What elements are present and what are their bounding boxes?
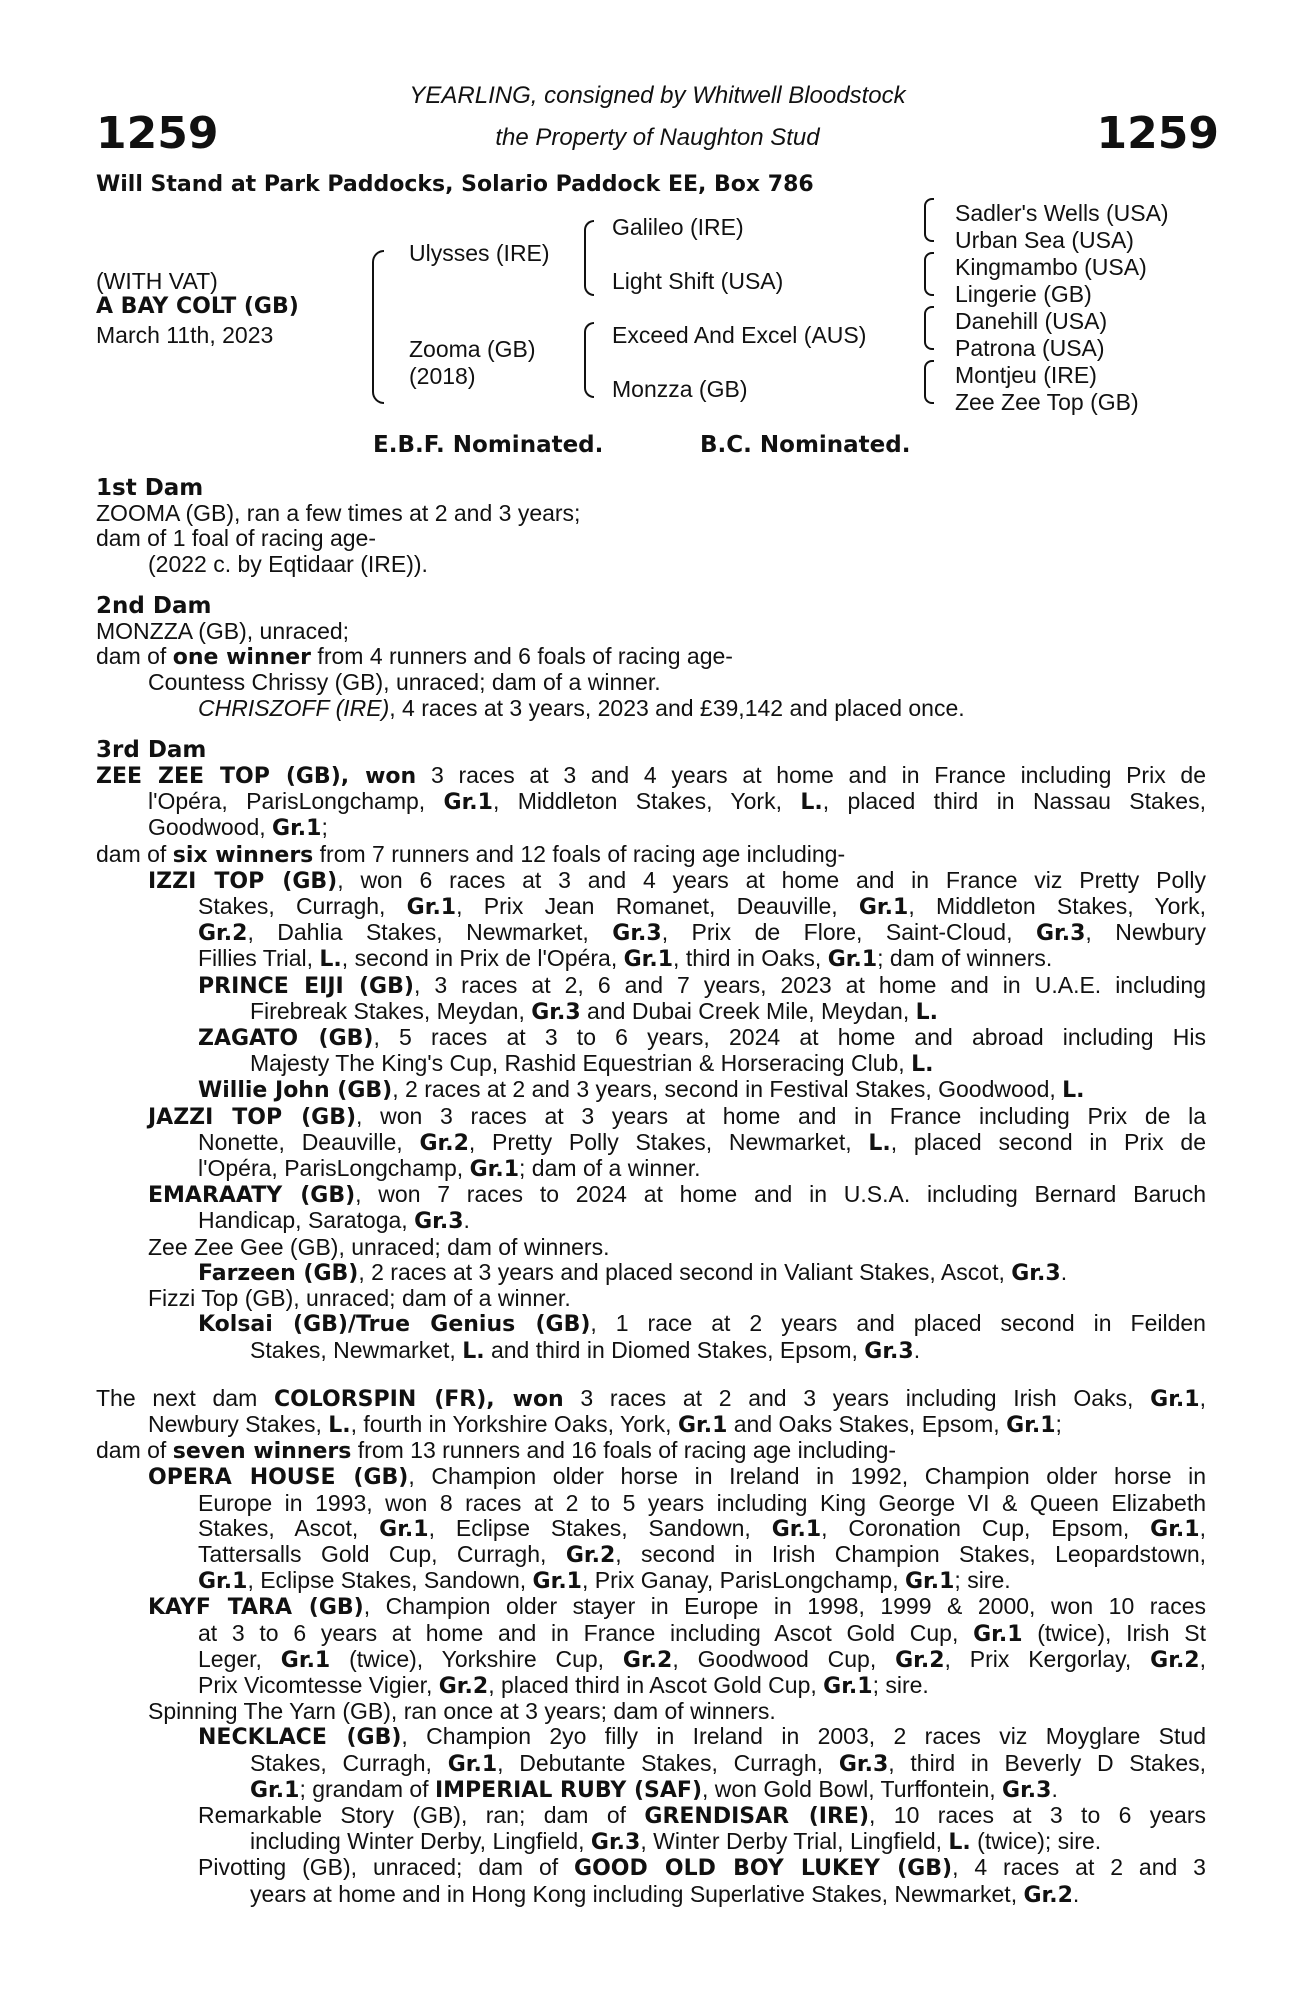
- pedigree-brace-g4: [924, 360, 934, 404]
- produce-izzi-top: Fillies Trial, L., second in Prix de l'Opéra, Gr.1, third in Oaks, Gr.1; dam of winners.: [198, 945, 1053, 973]
- produce-necklace: NECKLACE (GB), Champion 2yo filly in Ireland in 2003, 2 races viz Moyglare Stud: [198, 1723, 1206, 1751]
- first-dam-section: [96, 476, 1206, 577]
- produce-jazzi-top: JAZZI TOP (GB), won 3 races at 3 years at home and in France including Prix de la: [148, 1102, 1207, 1130]
- sire-sire: Galileo (IRE): [612, 214, 744, 240]
- second-dam-produce: CHRISZOFF (IRE), 4 races at 3 years, 2023 and £39,142 and placed once.: [198, 694, 965, 721]
- produce-farzeen: Farzeen (GB), 2 races at 3 years and placed second in Valiant Stakes, Ascot, Gr.3.: [198, 1258, 1068, 1286]
- produce-kolsai: Stakes, Newmarket, L. and third in Diomed Stakes, Epsom, Gr.3.: [250, 1336, 921, 1364]
- stand-location: Will Stand at Park Paddocks, Solario Paddock EE, Box 786: [96, 172, 814, 197]
- produce-kayf-tara: Prix Vicomtesse Vigier, Gr.2, placed third in Ascot Gold Cup, Gr.1; sire.: [198, 1671, 929, 1699]
- third-dam-heading: 3rd Dam: [96, 736, 207, 763]
- first-dam-line: ZOOMA (GB), ran a few times at 2 and 3 years;: [96, 500, 581, 527]
- produce-spinning-the-yarn: Spinning The Yarn (GB), ran once at 3 years; dam of winners.: [148, 1698, 776, 1725]
- produce-zee-zee-gee: Zee Zee Gee (GB), unraced; dam of winners.: [148, 1233, 610, 1260]
- produce-prince-eiji: PRINCE EIJI (GB), 3 races at 2, 6 and 7 years, 2023 at home and in U.A.E. including: [198, 971, 1206, 999]
- produce-kayf-tara: KAYF TARA (GB), Champion older stayer in Europe in 1998, 1999 & 2000, won 10 races: [148, 1593, 1206, 1621]
- g-lingerie: Lingerie (GB): [955, 281, 1092, 307]
- first-dam-produce: (2022 c. by Eqtidaar (IRE)).: [148, 550, 428, 577]
- bc-nomination: B.C. Nominated.: [700, 432, 911, 458]
- dam: Zooma (GB): [409, 336, 536, 362]
- pedigree-brace-g1: [924, 198, 934, 242]
- produce-opera-house: Gr.1, Eclipse Stakes, Sandown, Gr.1, Prix Ganay, ParisLongchamp, Gr.1; sire.: [198, 1567, 1011, 1595]
- catalogue-body: [96, 476, 1206, 1925]
- produce-pivotting: years at home and in Hong Kong including Superlative Stakes, Newmarket, Gr.2.: [250, 1880, 1080, 1908]
- produce-izzi-top: IZZI TOP (GB), won 6 races at 3 and 4 years at home and in France viz Pretty Polly: [148, 866, 1206, 894]
- third-dam-record: ZEE ZEE TOP (GB), won 3 races at 3 and 4 years at home and in France including Prix de: [96, 762, 1206, 790]
- next-dam-record: The next dam COLORSPIN (FR), won 3 races at 2 and 3 years including Irish Oaks, Gr.1,: [96, 1384, 1206, 1412]
- pedigree-brace-g2: [924, 252, 934, 296]
- third-dam-section: [96, 738, 1206, 1364]
- g-montjeu: Montjeu (IRE): [955, 362, 1097, 388]
- produce-opera-house: OPERA HOUSE (GB), Champion older horse in Ireland in 1992, Champion older horse in: [148, 1463, 1206, 1491]
- second-dam-heading: 2nd Dam: [96, 592, 212, 619]
- produce-necklace: Gr.1; grandam of IMPERIAL RUBY (SAF), won Gold Bowl, Turffontein, Gr.3.: [250, 1775, 1058, 1803]
- second-dam-produce: Countess Chrissy (GB), unraced; dam of a winner.: [148, 669, 661, 696]
- produce-fizzi-top: Fizzi Top (GB), unraced; dam of a winner.: [148, 1285, 571, 1312]
- g-zee-zee-top: Zee Zee Top (GB): [955, 389, 1139, 415]
- ebf-nomination: E.B.F. Nominated.: [373, 432, 604, 458]
- produce-opera-house: Stakes, Ascot, Gr.1, Eclipse Stakes, Sandown, Gr.1, Coronation Cup, Epsom, Gr.1,: [198, 1514, 1206, 1542]
- next-dam-record: Newbury Stakes, L., fourth in Yorkshire Oaks, York, Gr.1 and Oaks Stakes, Epsom, Gr.1;: [148, 1410, 1062, 1438]
- produce-zagato: Majesty The King's Cup, Rashid Equestrian & Horseracing Club, L.: [250, 1050, 934, 1078]
- produce-pivotting: Pivotting (GB), unraced; dam of GOOD OLD BOY LUKEY (GB), 4 races at 2 and 3: [198, 1854, 1206, 1882]
- dam-dam: Monzza (GB): [612, 376, 748, 402]
- sire-dam: Light Shift (USA): [612, 268, 784, 294]
- produce-emaraaty: EMARAATY (GB), won 7 races to 2024 at home and in U.S.A. including Bernard Baruch: [148, 1181, 1206, 1209]
- dam-year: (2018): [409, 363, 476, 389]
- produce-kayf-tara: Leger, Gr.1 (twice), Yorkshire Cup, Gr.2, Goodwood Cup, Gr.2, Prix Kergorlay, Gr.2,: [198, 1645, 1206, 1673]
- property-line: the Property of Naughton Stud: [495, 124, 820, 151]
- produce-kolsai: Kolsai (GB)/True Genius (GB), 1 race at 2 years and placed second in Feilden: [198, 1310, 1206, 1338]
- produce-opera-house: Europe in 1993, won 8 races at 2 to 5 years including King George VI & Queen Elizabeth: [198, 1489, 1206, 1516]
- next-dam-section: [96, 1386, 1206, 1908]
- g-kingmambo: Kingmambo (USA): [955, 254, 1147, 280]
- produce-kayf-tara: at 3 to 6 years at home and in France including Ascot Gold Cup, Gr.1 (twice), Irish St: [198, 1619, 1206, 1647]
- next-dam-produce-intro: dam of seven winners from 13 runners and 16 foals of racing age including-: [96, 1437, 897, 1465]
- g-patrona: Patrona (USA): [955, 335, 1105, 361]
- produce-willie-john: Willie John (GB), 2 races at 2 and 3 years, second in Festival Stakes, Goodwood, L.: [198, 1076, 1085, 1104]
- produce-izzi-top: Gr.2, Dahlia Stakes, Newmarket, Gr.3, Prix de Flore, Saint-Cloud, Gr.3, Newbury: [198, 919, 1206, 947]
- horse-name: A BAY COLT (GB): [96, 294, 299, 319]
- pedigree-brace-sire: [584, 220, 594, 296]
- produce-remarkable-story: Remarkable Story (GB), ran; dam of GRENDISAR (IRE), 10 races at 3 to 6 years: [198, 1801, 1207, 1829]
- second-dam-line: MONZZA (GB), unraced;: [96, 618, 350, 645]
- third-dam-record: Goodwood, Gr.1;: [148, 814, 328, 842]
- second-dam-section: [96, 594, 1206, 721]
- g-danehill: Danehill (USA): [955, 308, 1108, 334]
- consignment-line: YEARLING, consigned by Whitwell Bloodstock: [409, 82, 906, 109]
- produce-opera-house: Tattersalls Gold Cup, Curragh, Gr.2, second in Irish Champion Stakes, Leopardstown,: [198, 1540, 1207, 1568]
- produce-izzi-top: Stakes, Curragh, Gr.1, Prix Jean Romanet, Deauville, Gr.1, Middleton Stakes, York,: [198, 893, 1206, 921]
- dam-sire: Exceed And Excel (AUS): [612, 322, 867, 348]
- sire: Ulysses (IRE): [409, 240, 550, 266]
- lot-number-right: 1259: [1096, 108, 1219, 159]
- first-dam-heading: 1st Dam: [96, 475, 204, 501]
- produce-remarkable-story: including Winter Derby, Lingfield, Gr.3, Winter Derby Trial, Lingfield, L. (twice); sire.: [250, 1828, 1102, 1856]
- g-sadlers-wells: Sadler's Wells (USA): [955, 200, 1169, 226]
- pedigree-brace-g3: [924, 306, 934, 350]
- foaling-date: March 11th, 2023: [96, 322, 274, 348]
- produce-jazzi-top: l'Opéra, ParisLongchamp, Gr.1; dam of a winner.: [198, 1155, 701, 1183]
- g-urban-sea: Urban Sea (USA): [955, 227, 1134, 253]
- first-dam-line: dam of 1 foal of racing age-: [96, 525, 376, 552]
- pedigree-brace-main: [372, 250, 384, 404]
- produce-necklace: Stakes, Curragh, Gr.1, Debutante Stakes, Curragh, Gr.3, third in Beverly D Stakes,: [250, 1749, 1207, 1777]
- produce-emaraaty: Handicap, Saratoga, Gr.3.: [198, 1207, 470, 1235]
- vat-note: (WITH VAT): [96, 268, 218, 294]
- third-dam-produce-intro: dam of six winners from 7 runners and 12 foals of racing age including-: [96, 840, 846, 868]
- second-dam-record: dam of one winner from 4 runners and 6 foals of racing age-: [96, 643, 733, 671]
- produce-jazzi-top: Nonette, Deauville, Gr.2, Pretty Polly Stakes, Newmarket, L., placed second in Prix de: [198, 1128, 1206, 1156]
- third-dam-record: l'Opéra, ParisLongchamp, Gr.1, Middleton Stakes, York, L., placed third in Nassau Stakes,: [148, 788, 1206, 816]
- produce-prince-eiji: Firebreak Stakes, Meydan, Gr.3 and Dubai Creek Mile, Meydan, L.: [250, 997, 938, 1025]
- lot-number-left: 1259: [96, 108, 219, 159]
- pedigree-brace-dam: [584, 322, 594, 398]
- produce-zagato: ZAGATO (GB), 5 races at 3 to 6 years, 2024 at home and abroad including His: [198, 1024, 1206, 1052]
